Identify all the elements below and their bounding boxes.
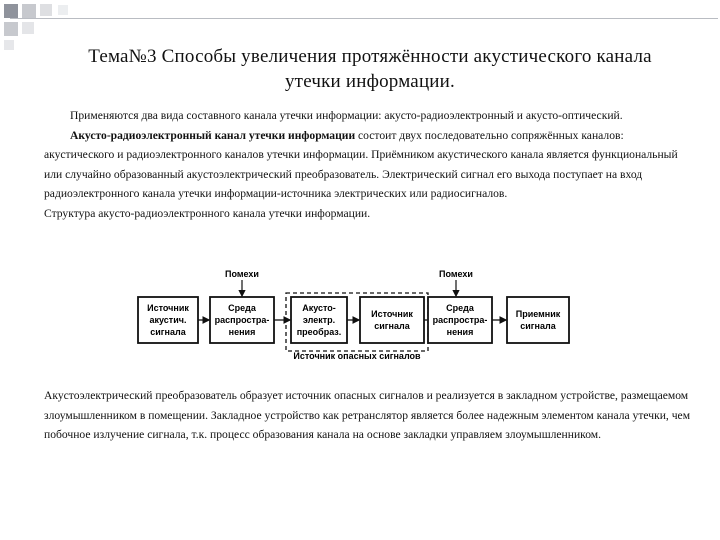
header-rule bbox=[10, 18, 718, 19]
section-paragraph bbox=[44, 126, 694, 204]
svg-text:сигнала: сигнала bbox=[520, 321, 556, 331]
title-line-1: Тема№3 Способы увеличения протяжённости акустического канала bbox=[88, 46, 652, 67]
conclusion-paragraph: Акустоэлектрический преобразователь образует источник опасных сигналов и реализуется в закладном устройстве, размещаемом злоумышленником в помещении. Закладное устройство как ретранслятор является более надежным элементом канала утечки, чем побочное излучение сигнала, т.к. процесс образования канала на основе закладки управляем злоумышленником. bbox=[44, 389, 691, 441]
svg-text:сигнала: сигнала bbox=[150, 327, 186, 337]
svg-text:Приемник: Приемник bbox=[515, 309, 561, 319]
box-receiver bbox=[507, 297, 569, 343]
box-signal-source bbox=[360, 297, 424, 343]
corner-square bbox=[4, 4, 18, 18]
corner-square bbox=[4, 22, 18, 36]
svg-text:распростра-: распростра- bbox=[432, 315, 488, 325]
svg-text:преобраз.: преобраз. bbox=[296, 327, 342, 337]
svg-text:нения: нения bbox=[228, 327, 256, 337]
page-title bbox=[60, 44, 680, 94]
channel-structure-diagram bbox=[134, 266, 574, 366]
svg-text:нения: нения bbox=[446, 327, 474, 337]
box-medium-2 bbox=[428, 297, 492, 343]
section-text: состоит двух последовательно сопряжённых каналов: акустического и радиоэлектронного каналов утечки информации. Приёмником акустического канала является функциональный или случайно образованный акустоэлектрический преобразователь. Электрический сигнал его выхода поступает на вход радиоэлектронного канала утечки информации-источника электрических или радиосигналов. bbox=[44, 128, 678, 200]
intro-text: Применяются два вида составного канала утечки информации: акусто-радиоэлектронный и акусто-оптический. bbox=[70, 109, 623, 122]
box-acoustic-source bbox=[138, 297, 198, 343]
title-line-2: утечки информации. bbox=[284, 71, 455, 92]
section-heading: Акусто-радиоэлектронный канал утечки информации bbox=[70, 128, 356, 142]
corner-square bbox=[22, 4, 36, 18]
corner-square bbox=[4, 40, 14, 50]
corner-square bbox=[40, 4, 52, 16]
body-text bbox=[44, 106, 694, 223]
noise-label-2: Помехи bbox=[439, 269, 473, 279]
svg-text:Источник: Источник bbox=[147, 303, 189, 313]
svg-text:электр.: электр. bbox=[302, 315, 336, 325]
intro-paragraph bbox=[44, 106, 694, 126]
structure-caption: Структура акусто-радиоэлектронного канала утечки информации. bbox=[44, 206, 371, 220]
box-acousto-electric-converter bbox=[291, 297, 347, 343]
svg-text:Среда: Среда bbox=[228, 303, 256, 313]
svg-text:акустич.: акустич. bbox=[149, 315, 187, 325]
corner-square bbox=[58, 5, 68, 15]
noise-label-1: Помехи bbox=[225, 269, 259, 279]
svg-text:Акусто-: Акусто- bbox=[302, 303, 336, 313]
svg-text:Среда: Среда bbox=[446, 303, 474, 313]
dashed-group-label: Источник опасных сигналов bbox=[293, 351, 421, 361]
corner-square bbox=[22, 22, 34, 34]
box-medium-1 bbox=[210, 297, 274, 343]
svg-text:сигнала: сигнала bbox=[374, 321, 410, 331]
svg-text:распростра-: распростра- bbox=[214, 315, 270, 325]
corner-decoration bbox=[0, 0, 720, 40]
svg-text:Источник: Источник bbox=[371, 309, 413, 319]
